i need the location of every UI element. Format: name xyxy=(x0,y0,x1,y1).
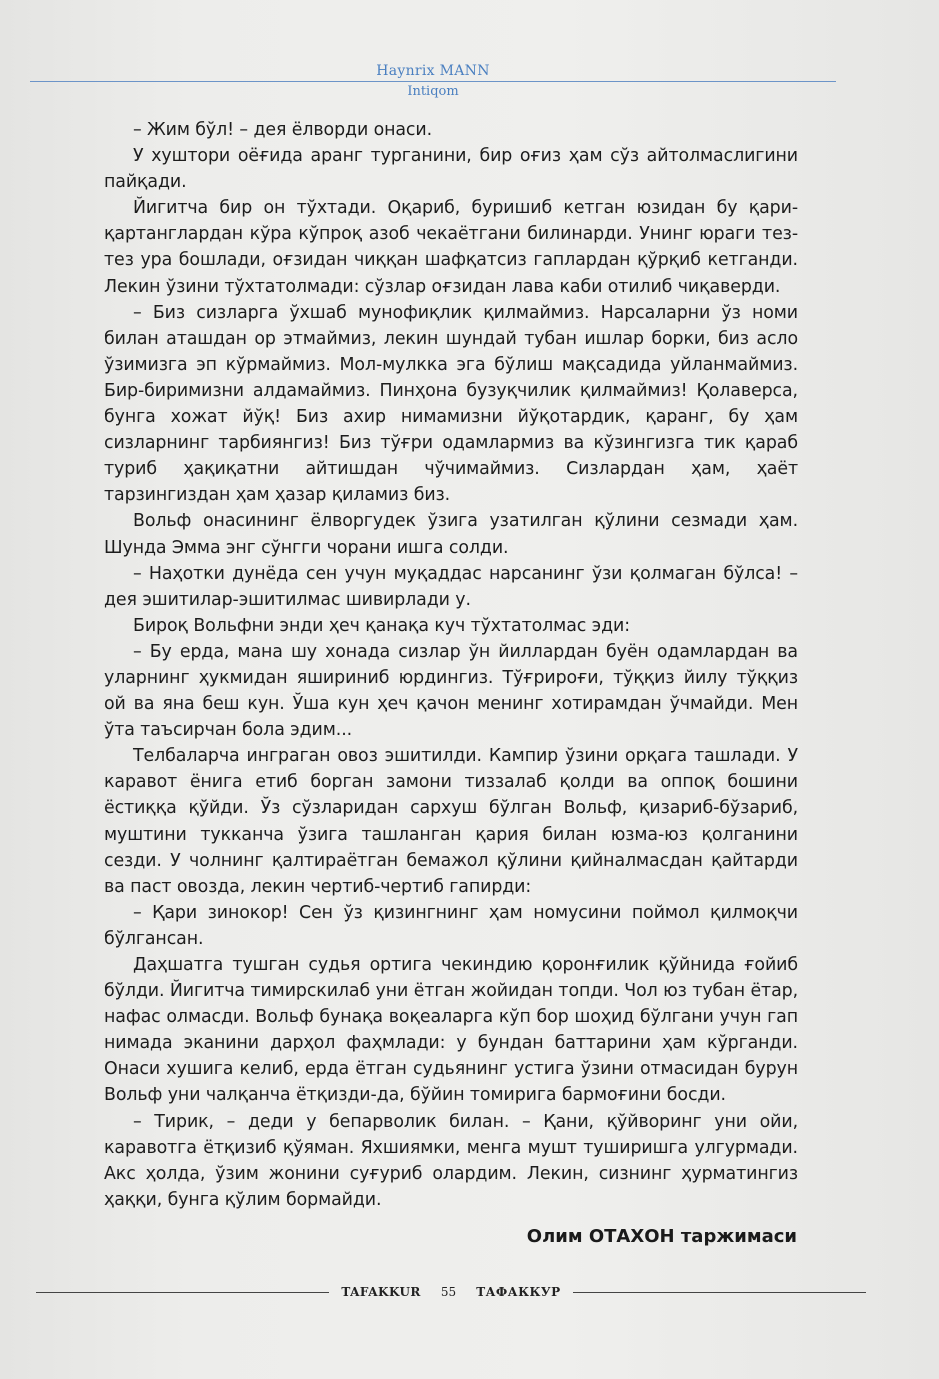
running-header xyxy=(30,62,836,100)
header-work-title: Intiqom xyxy=(407,84,459,99)
paragraph: – Жим бўл! – дея ёлворди онаси. xyxy=(133,120,433,140)
paragraph: – Биз сизларга ўхшаб мунофиқлик қилмаймиз. Нарсаларни ўз номи билан аташдан ор этмаймиз, лекин шундай тубан ишлар борки, биз асло ўзимизга эп кўрмаймиз. Мол-мулкка эга бўлиш мақсадида уйланмаймиз. Бир-биримизни алдамаймиз. Пинҳона бузуқчилик қилмаймиз! Қолаверса, бунга хожат йўқ! Биз ахир нимамизни йўқотардик, қаранг, бу ҳам сизларнинг тарбиянгиз! Биз тўғри одамлармиз ва кўзингизга тик қараб туриб ҳақиқатни айтишдан чўчимаймиз. Сизлардан ҳам, ҳаёт тарзингиздан ҳам ҳазар қиламиз биз. xyxy=(104,302,798,506)
paragraph: У хуштори оёғида аранг турганини, бир оғиз ҳам сўз айтолмаслигини пайқади. xyxy=(104,146,798,193)
footer-magazine-cyrillic: ТАФАККУР xyxy=(476,1285,561,1299)
paragraph: – Наҳотки дунёда сен учун муқаддас нарсанинг ўзи қолмаган бўлса! – дея эшитилар-эшитилмас шивирлади у. xyxy=(104,563,798,610)
paragraph: Йигитча бир он тўхтади. Оқариб, буришиб кетган юзидан бу қари-қартанглардан кўра кўпроқ азоб чекаётгани билинарди. Унинг юраги тез-тез ура бошлади, оғзидан чиққан шафқатсиз гаплардан қўрқиб кетганди. Лекин ўзини тўхтатолмади: сўзлар оғзидан лава каби отилиб чиқаверди. xyxy=(104,198,798,297)
page-footer xyxy=(36,1282,866,1302)
paragraph: Бироқ Вольфни энди ҳеч қанақа куч тўхтатолмас эди: xyxy=(133,615,630,636)
paragraph: Даҳшатга тушган судья ортига чекиндию қоронғилик қўйнида ғойиб бўлди. Йигитча тимирскилаб уни ётган жойидан топди. Чол юз тубан ётар, нафас олмасди. Вольф бунақа воқеаларга кўп бор шоҳид бўлгани учун гап нимада эканини дарҳол фаҳмлади: у бундан баттарини ҳам кўрганди. Онаси хушига келиб, ерда ётган судьянинг устига ўзини отмасидан бурун Вольф уни чалқанча ётқизди-да, бўйин томирига бармоғини босди. xyxy=(104,955,798,1106)
article-body xyxy=(104,117,798,1213)
footer-rule-left xyxy=(36,1292,329,1293)
paragraph: – Қари зинокор! Сен ўз қизингнинг ҳам номусини поймол қилмоқчи бўлгансан. xyxy=(104,902,798,949)
translator-credit: Олим ОТАХОН таржимаси xyxy=(526,1226,797,1247)
footer-rule-right xyxy=(573,1292,866,1293)
header-rule xyxy=(30,81,836,82)
paragraph: Телбаларча инграган овоз эшитилди. Кампир ўзини орқага ташлади. У каравот ёнига етиб борган замони тиззалаб қолди ва оппоқ бошини ёстиққа қўйди. Ўз сўзларидан сархуш бўлган Вольф, қизариб-бўзариб, муштини тукканча ўзига ташланган қария билан юзма-юз қолганини сезди. У чолнинг қалтираётган бемажол қўлини қийналмасдан қайтарди ва паст овозда, лекин чертиб-чертиб гапирди: xyxy=(104,746,798,897)
header-author: Haynrix MANN xyxy=(376,63,490,79)
paragraph: Вольф онасининг ёлворгудек ўзига узатилган қўлини сезмади ҳам. Шунда Эмма энг сўнгги чорани ишга солди. xyxy=(104,511,798,558)
paragraph: – Тирик, – деди у бепарволик билан. – Қани, қўйворинг уни ойи, каравотга ётқизиб қўяман. Яхшиямки, менга мушт туширишга улгурмади. Акс ҳолда, ўзим жонини суғуриб олардим. Лекин, сизнинг ҳурматингиз ҳаққи, бунга қўлим бормайди. xyxy=(104,1111,798,1210)
page-number: 55 xyxy=(440,1285,457,1299)
paragraph: – Бу ерда, мана шу хонада сизлар ўн йиллардан буён одамлардан ва уларнинг ҳукмидан яшириниб юрдингиз. Тўғрироғи, тўққиз йилу тўққиз ой ва яна беш кун. Ўша кун ҳеч қачон менинг хотирамдан ўчмайди. Мен ўта таъсирчан бола эдим... xyxy=(104,641,798,741)
footer-magazine-latin: TAFAKKUR xyxy=(341,1285,421,1299)
